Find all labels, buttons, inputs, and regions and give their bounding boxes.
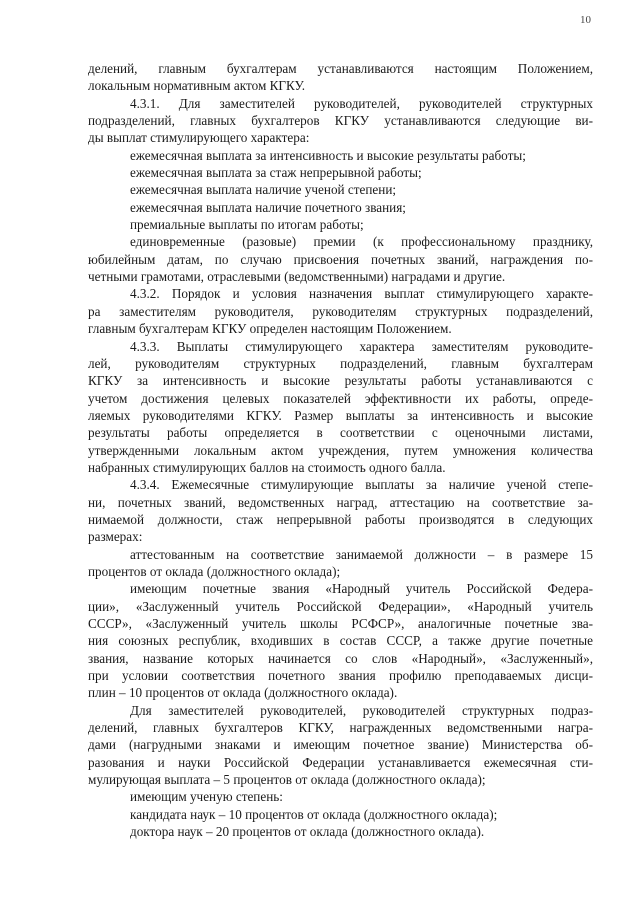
paragraph-line: локальным нормативным актом КГКУ.	[88, 78, 306, 94]
paragraph-line: единовременные (разовые) премии (к профессиональному празднику,	[130, 234, 593, 250]
paragraph	[88, 60, 593, 95]
paragraph	[88, 476, 593, 545]
paragraph-line: подразделений, главных бухгалтеров КГКУ устанавливаются следующие ви-	[88, 113, 593, 129]
paragraph-line: ра заместителям руководителя, руководителям структурных подразделений,	[88, 303, 593, 319]
paragraph-line: 4.3.2. Порядок и условия назначения выплат стимулирующего характе-	[130, 286, 593, 302]
paragraph-line: утвержденными локальным актом учреждения, путем умножения количества	[88, 442, 593, 458]
paragraph-line: СССР», «Заслуженный учитель школы РСФСР», аналогичные почетные зва-	[88, 616, 593, 631]
paragraph	[88, 788, 593, 805]
paragraph-line: 4.3.1. Для заместителей руководителей, руководителей структурных	[130, 95, 593, 111]
paragraph-line: ляемых руководителями КГКУ. Размер выплаты за интенсивность и высокие	[88, 407, 593, 423]
page-number: 10	[580, 14, 591, 26]
paragraph-line: делений, главных бухгалтеров КГКУ, награжденных ведомственными награ-	[88, 720, 593, 736]
paragraph	[88, 233, 593, 285]
paragraph	[88, 147, 593, 164]
paragraph-line: лей, руководителям структурных подразделений, главным бухгалтерам	[88, 355, 593, 371]
paragraph-line: ды выплат стимулирующего характера:	[88, 130, 310, 146]
paragraph	[88, 806, 593, 823]
paragraph-line: 4.3.3. Выплаты стимулирующего характера заместителям руководите-	[130, 338, 593, 354]
paragraph-line: ежемесячная выплата за интенсивность и высокие результаты работы;	[130, 147, 526, 163]
paragraph-line: нимаемой должности, стаж непрерывной работы производятся в следующих	[88, 511, 593, 527]
paragraph-line: кандидата наук – 10 процентов от оклада (должностного оклада);	[130, 806, 498, 822]
paragraph-line: ежемесячная выплата наличие ученой степени;	[130, 182, 397, 198]
paragraph-line: результаты работы определяется в соответствии с оценочными листами,	[88, 425, 593, 441]
paragraph	[88, 164, 593, 181]
paragraph-line: плин – 10 процентов от оклада (должностного оклада).	[88, 685, 398, 701]
paragraph-line: ции», «Заслуженный учитель Российской Федерации», «Народный учитель	[88, 598, 593, 614]
paragraph	[88, 199, 593, 216]
paragraph-line: ни, почетных званий, ведомственных наград, аттестацию на соответствие за-	[88, 494, 593, 510]
paragraph-line: премиальные выплаты по итогам работы;	[130, 217, 364, 233]
paragraph-line: мулирующая выплата – 5 процентов от оклада (должностного оклада);	[88, 772, 486, 788]
paragraph-line: юбилейным датам, по случаю присвоения почетных званий, награждения по-	[88, 251, 593, 267]
paragraph-line: дами (нагрудными знаками и имеющим почетное звание) Министерства об-	[88, 737, 593, 753]
paragraph-line: аттестованным на соответствие занимаемой должности – в размере 15	[130, 546, 593, 562]
paragraph-line: набранных стимулирующих баллов на стоимость одного балла.	[88, 459, 446, 475]
paragraph	[88, 546, 593, 581]
paragraph-line: процентов от оклада (должностного оклада);	[88, 563, 341, 579]
paragraph-line: учетом достижения целевых показателей эффективности их работы, опреде-	[88, 390, 593, 406]
paragraph-line: разования и науки Российской Федерации устанавливается ежемесячная сти-	[88, 754, 593, 770]
paragraph-line: ния союзных республик, входивших в состав СССР, а также другие почетные	[88, 633, 593, 649]
document-body	[88, 60, 593, 840]
paragraph-line: размерах:	[88, 529, 143, 545]
paragraph-line: главным бухгалтерам КГКУ определен настоящим Положением.	[88, 321, 452, 337]
paragraph-line: имеющим ученую степень:	[130, 789, 283, 805]
paragraph-line: делений, главным бухгалтерам устанавливаются настоящим Положением,	[88, 61, 593, 76]
paragraph-line: ежемесячная выплата за стаж непрерывной работы;	[130, 165, 422, 181]
paragraph	[88, 216, 593, 233]
paragraph-line: Для заместителей руководителей, руководителей структурных подраз-	[130, 702, 593, 718]
paragraph	[88, 702, 593, 789]
paragraph	[88, 338, 593, 477]
paragraph-line: звания, название которых начинается со слов «Народный», «Заслуженный»,	[88, 650, 593, 666]
paragraph-line: доктора наук – 20 процентов от оклада (должностного оклада).	[130, 824, 485, 840]
paragraph-line: КГКУ за интенсивность и высокие результаты работы устанавливаются с	[88, 373, 593, 389]
paragraph-line: ежемесячная выплата наличие почетного звания;	[130, 199, 406, 215]
paragraph	[88, 285, 593, 337]
paragraph-line: четными грамотами, отраслевыми (ведомственными) наградами и другие.	[88, 269, 506, 285]
paragraph-line: 4.3.4. Ежемесячные стимулирующие выплаты за наличие ученой степе-	[130, 477, 593, 493]
paragraph	[88, 580, 593, 701]
paragraph	[88, 181, 593, 198]
paragraph	[88, 95, 593, 147]
paragraph	[88, 823, 593, 840]
paragraph-line: имеющим почетные звания «Народный учитель Российской Федера-	[130, 581, 593, 597]
paragraph-line: при условии соответствия почетного звания профилю преподаваемых дисци-	[88, 668, 593, 684]
